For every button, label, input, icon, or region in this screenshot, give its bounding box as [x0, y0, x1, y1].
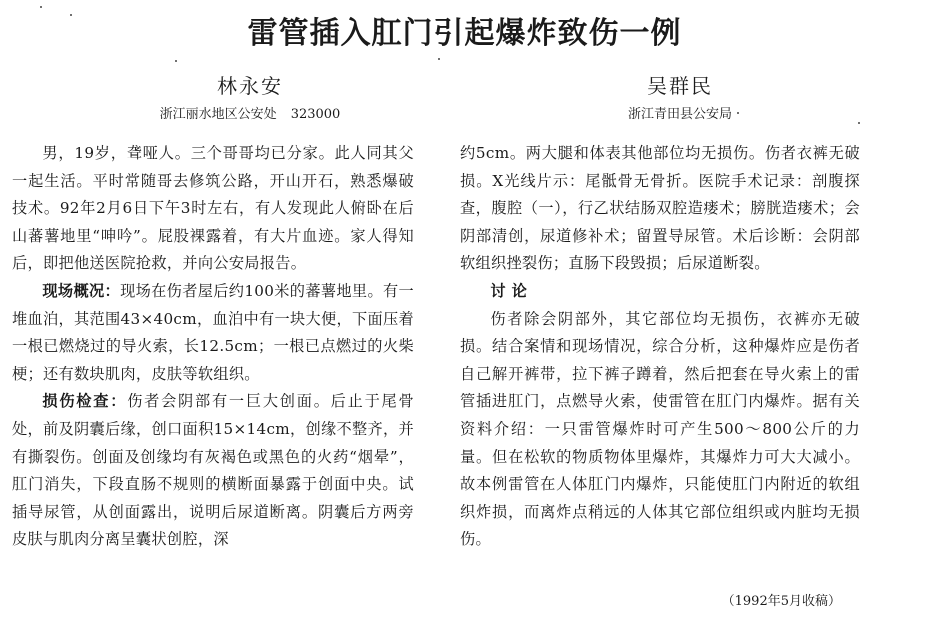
case-history-paragraph: 男，19岁，聋哑人。三个哥哥均已分家。此人同其父一起生活。平时常随哥去修筑公路，开山开石，熟悉爆破技术。92年2月6日下午3时左右，有人发现此人俯卧在后山蕃薯地里“呻吟”。屁股裸露着，有大片血迹。家人得知后，即把他送医院抢救，并向公安局报告。 [12, 144, 414, 273]
affiliation-text-1: 浙江丽水地区公安处 [159, 107, 277, 122]
author-affiliation-1 [40, 106, 460, 124]
scan-speck [858, 122, 860, 124]
injury-continued-paragraph: 约5cm。两大腿和体表其他部位均无损伤。伤者衣裤无破损。X光线片示：尾骶骨无骨折。医院手术记录：剖腹探查，腹腔（一），行乙状结肠双腔造瘘术；膀胱造瘘术；会阴部清创，尿道修补术；留置导尿管。术后诊断：会阴部软组织挫裂伤；直肠下段毁损；后尿道断裂。 [460, 144, 860, 273]
scan-speck [737, 112, 739, 114]
scene-paragraph [12, 278, 414, 388]
scan-speck [70, 14, 72, 16]
article-title: 雷管插入肛门引起爆炸致伤一例 [247, 16, 682, 51]
author-name-2: 吴群民 [647, 74, 713, 98]
scene-subheading: 现场概况： [42, 281, 121, 300]
author-block-1 [40, 72, 460, 124]
scan-speck [175, 60, 177, 62]
author-name-1: 林永安 [217, 74, 283, 98]
scene-text: 现场在伤者屋后约100米的蕃薯地里。有一堆血泊，其范围43×40cm，血泊中有一块大便，下面压着一根已燃烧过的导火索，长12.5cm；一根已点燃过的火柴梗；还有数块肌肉，皮肤等软组织。 [12, 281, 414, 383]
scan-speck [438, 58, 440, 60]
right-column [460, 140, 860, 554]
scan-speck [40, 6, 42, 8]
injury-subheading: 损伤检查： [42, 392, 128, 411]
received-date-note: （1992年5月收稿） [721, 594, 841, 609]
author-block-2 [470, 72, 890, 124]
discussion-paragraph: 伤者除会阴部外，其它部位均无损伤，衣裤亦无破损。结合案情和现场情况，综合分析，这种爆炸应是伤者自己解开裤带，拉下裤子蹲着，然后把套在导火索上的雷管插进肛门，点燃导火索，使雷管在肛门内爆炸。据有关资料介绍：一只雷管爆炸时可产生500～800公斤的力量。但在松软的物质物体里爆炸，其爆炸力可大大减小。故本例雷管在人体肛门内爆炸，只能使肛门内附近的软组织炸损，而离炸点稍远的人体其它部位组织或内脏均无损伤。 [460, 309, 860, 549]
discussion-heading: 讨论 [490, 281, 533, 300]
left-column [12, 140, 414, 554]
injury-text: 伤者会阴部有一巨大创面。后止于尾骨处，前及阴囊后缘，创口面积15×14cm，创缘不整齐，并有撕裂伤。创面及创缘均有灰褐色或黑色的火药“烟晕”，肛门消失，下段直肠不规则的横断面暴露于创面中央。试插导尿管，从创面露出，说明后尿道断离。阴囊后方两旁皮肤与肌肉分离呈囊状创腔，深 [12, 392, 414, 549]
postcode-1: 323000 [290, 107, 341, 122]
injury-paragraph [12, 388, 414, 554]
author-affiliation-2 [470, 106, 890, 124]
affiliation-text-2: 浙江青田县公安局 [627, 107, 732, 122]
